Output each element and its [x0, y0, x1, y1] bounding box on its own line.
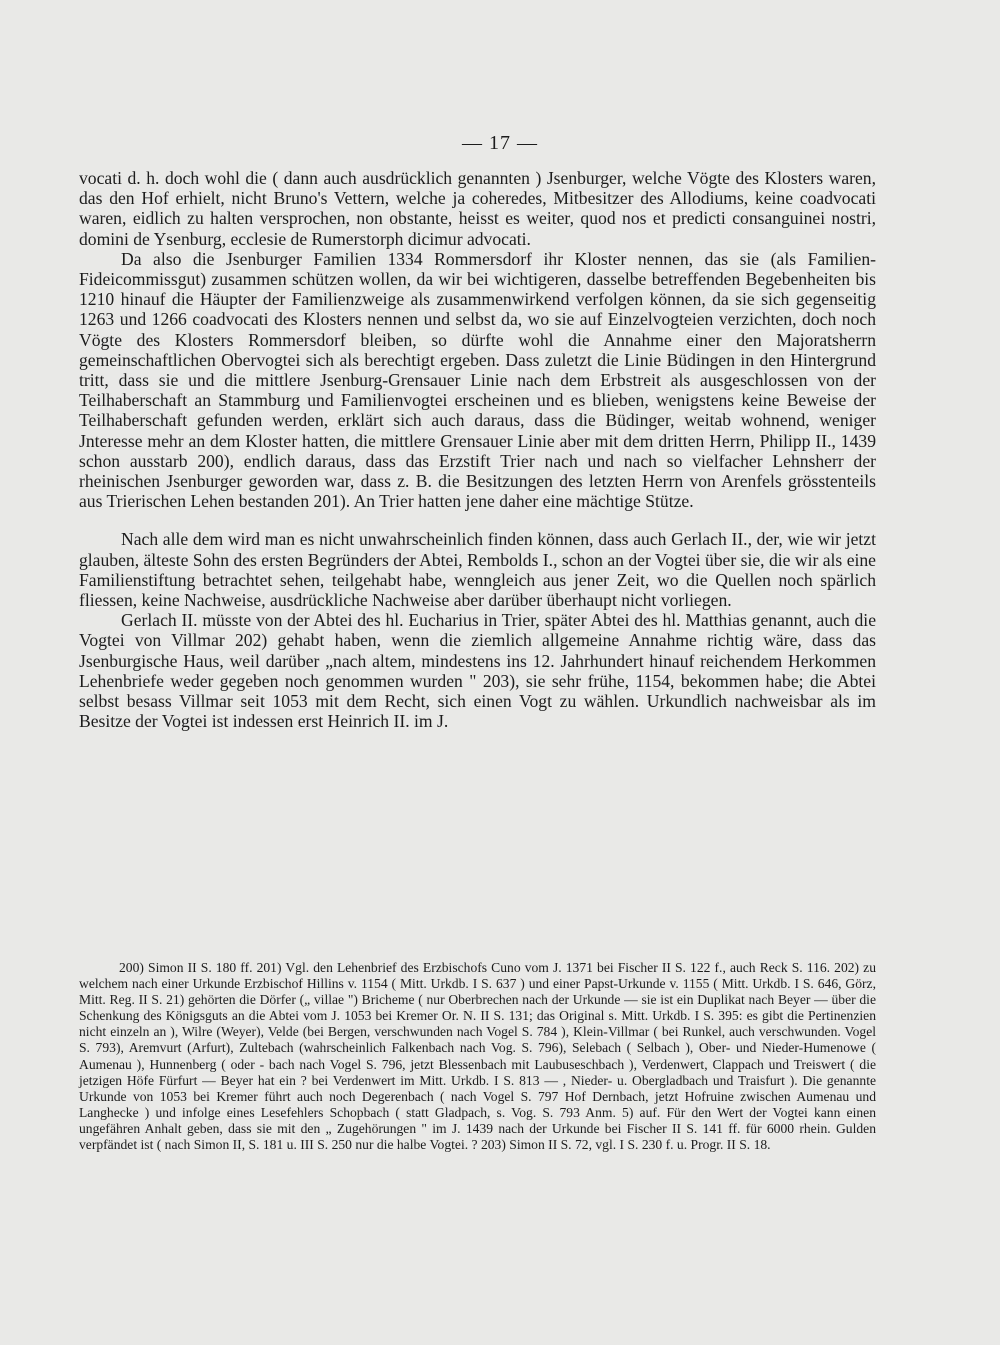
- main-text: [79, 168, 876, 731]
- page-number: — 17 —: [462, 132, 538, 154]
- paragraph-1: vocati d. h. doch wohl die ( dann auch ausdrücklich genannten ) Jsenburger, welche Vögte des Klosters waren, das den Hof erhielt, nicht Bruno's Vettern, welche ja coheredes, Mitbesitzer des Allodiums, keine coadvocati waren, eidlich zu halten versprochen, non obstante, heisst es weiter, quod nos et predicti consanguinei nostri, domini de Ysenburg, ecclesie de Rumerstorph dicimur advocati.: [79, 168, 876, 249]
- paragraph-4: Gerlach II. müsste von der Abtei des hl. Eucharius in Trier, später Abtei des hl. Matthias genannt, auch die Vogtei von Villmar 202) gehabt haben, wenn die ziemlich allgemeine Annahme richtig wäre, dass das Jsenburgische Haus, weil darüber „nach altem, mindestens ins 12. Jahrhundert hinauf reichendem Herkommen Lehenbriefe weder gegeben noch genommen wurden " 203), sie sehr frühe, 1154, bekommen habe; die Abtei selbst besass Villmar seit 1053 mit dem Recht, sich einen Vogt zu wählen. Urkundlich nachweisbar als im Besitze der Vogtei ist indessen erst Heinrich II. im J.: [79, 610, 876, 732]
- footnote-text: 200) Simon II S. 180 ff. 201) Vgl. den Lehenbrief des Erzbischofs Cuno vom J. 1371 bei Fischer II S. 122 f., auch Reck S. 116. 202) zu welchem nach einer Urkunde Erzbischof Hillins v. 1154 ( Mitt. Urkdb. I S. 637 ) und einer Papst-Urkunde v. 1155 ( Mitt. Urkdb. I S. 646, Görz, Mitt. Reg. II S. 21) gehörten die Dörfer („ villae ") Bricheme ( nur Oberbrechen nach der Urkunde — sie ist ein Duplikat nach Beyer — über die Schenkung des Königsguts an die Abtei vom J. 1053 bei Kremer Or. N. II S. 131; das Original s. Mitt. Urkdb. I S. 395: es gibt die Pertinenzien nicht einzeln an ), Wilre (Weyer), Velde (bei Bergen, verschwunden nach Vogel S. 784 ), Klein-Villmar ( bei Runkel, auch verschwunden. Vogel S. 793), Aremvurt (Arfurt), Zultebach (wahrscheinlich Falkenbach nach Vog. S. 796), Selebach ( Selbach ), Ober- und Nieder-Humenowe ( Aumenau ), Hunnenberg ( oder - bach nach Vogel S. 796, jetzt Blessenbach mit Laubuseschbach ), Verdenwert, Clappach und Treiswert ( die jetzigen Höfe Fürfurt — Beyer hat ein ? bei Verdenwert im Mitt. Urkdb. I S. 813 — , Nieder- u. Obergladbach und Traisfurt ). Die genannte Urkunde von 1053 bei Kremer führt auch noch Degerenbach ( nach Vogel S. 797 Hof Dernbach, jetzt Hofruine zwischen Aumenau und Langhecke ) und infolge eines Lesefehlers Schopbach ( statt Gladpach, s. Vog. S. 793 Anm. 5) auf. Für den Wert der Vogtei kann einen ungefähren Anhalt geben, dass sie mit den „ Zugehörungen " im J. 1439 nach der Urkunde bei Fischer II S. 141 ff. für 6000 rhein. Gulden verpfändet ist ( nach Simon II, S. 181 u. III S. 250 nur die halbe Vogtei. ? 203) Simon II S. 72, vgl. I S. 230 f. u. Progr. II S. 18.: [79, 960, 876, 1153]
- paragraph-2: Da also die Jsenburger Familien 1334 Rommersdorf ihr Kloster nennen, das sie (als Familien-Fideicommissgut) zusammen schützen wollen, da wir bei wichtigeren, dasselbe betreffenden Begebenheiten bis 1210 hinauf die Häupter der Familienzweige als zusammenwirkend verfolgen können, da sie sich gegenseitig 1263 und 1266 coadvocati des Klosters nennen und selbst da, wo sie auf Einzelvogteien verzichten, doch noch Vögte des Klosters Rommersdorf bleiben, so dürfte wohl die Annahme einer den Majoratsherrn gemeinschaftlichen Obervogtei sich als berechtigt ergeben. Dass zuletzt die Linie Büdingen in den Hintergrund tritt, dass sie und die mittlere Jsenburg-Grensauer Linie nach dem Erbstreit als ausgeschlossen von der Teilhaberschaft an Stammburg und Familienvogtei erscheinen und es blieben, wenigstens keine Beweise der Teilhaberschaft gefunden werden, erklärt sich auch daraus, dass die Büdinger, weitab wohnend, weniger Jnteresse mehr an dem Kloster hatten, die mittlere Grensauer Linie aber mit dem dritten Herrn, Philipp II., 1439 schon ausstarb 200), endlich daraus, dass das Erzstift Trier nach und nach so vielfacher Lehnsherr der rheinischen Jsenburger geworden war, dass z. B. die Besitzungen des letzten Herrn von Arenfels grösstenteils aus Trierischen Lehen bestanden 201). An Trier hatten jene daher eine mächtige Stütze.: [79, 248, 876, 512]
- paragraph-3: Nach alle dem wird man es nicht unwahrscheinlich finden können, dass auch Gerlach II., der, wie wir jetzt glauben, älteste Sohn des ersten Begründers der Abtei, Rembolds I., schon an der Vogtei über sie, die wir als eine Familienstiftung betrachtet sehen, teilgehabt habe, wenngleich aus jener Zeit, wo die Quellen noch spärlich fliessen, keine Nachweise, ausdrückliche Nachweise aber darüber überhaupt nicht vorliegen.: [79, 529, 876, 611]
- footnotes: [79, 960, 876, 1153]
